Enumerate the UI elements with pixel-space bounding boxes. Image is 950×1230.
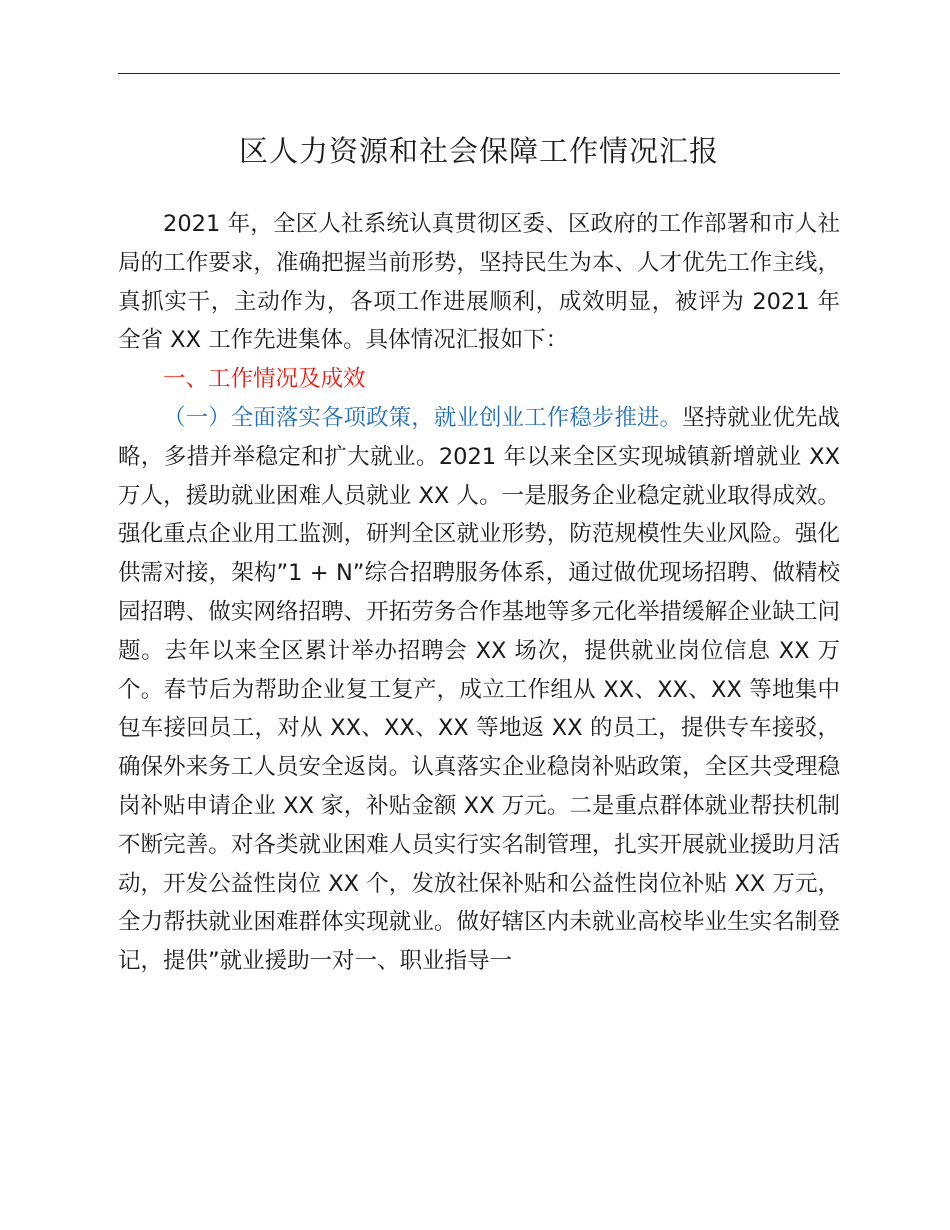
- section-heading: 一、工作情况及成效: [163, 366, 366, 393]
- subsection-body: 坚持就业优先战略，多措并举稳定和扩大就业。2021 年以来全区实现城镇新增就业 XX 万人，援助就业困难人员就业 XX 人。一是服务企业稳定就业取得成效。强化重点企业用工监测，研判全区就业形势，防范规模性失业风险。强化供需对接，架构”1 + N”综合招聘服务体系，通过做优现场招聘、做精校园招聘、做实网络招聘、开拓劳务合作基地等多元化举措缓解企业缺工问题。去年以来全区累计举办招聘会 XX 场次，提供就业岗位信息 XX 万个。春节后为帮助企业复工复产，成立工作组从 XX、XX、XX 等地集中包车接回员工，对从 XX、XX、XX 等地返 XX 的员工，提供专车接驳，确保外来务工人员安全返岗。认真落实企业稳岗补贴政策，全区共受理稳岗补贴申请企业 XX 家，补贴金额 XX 万元。二是重点群体就业帮扶机制不断完善。对各类就业困难人员实行实名制管理，扎实开展就业援助月活动，开发公益性岗位 XX 个，发放社保补贴和公益性岗位补贴 XX 万元，全力帮扶就业困难群体实现就业。做好辖区内未就业高校毕业生实名制登记，提供”就业援助一对一、职业指导一: [118, 404, 840, 975]
- subsection-paragraph: [118, 399, 840, 981]
- document-title: 区人力资源和社会保障工作情况汇报: [238, 134, 719, 168]
- document-body: [118, 205, 840, 981]
- subsection-heading: （一）全面落实各项政策，就业创业工作稳步推进。: [163, 404, 683, 431]
- header-rule: [118, 73, 840, 74]
- intro-paragraph: 2021 年，全区人社系统认真贯彻区委、区政府的工作部署和市人社局的工作要求，准确把握当前形势，坚持民生为本、人才优先工作主线，真抓实干，主动作为，各项工作进展顺利，成效明显，被评为 2021 年全省 XX 工作先进集体。具体情况汇报如下：: [118, 211, 840, 354]
